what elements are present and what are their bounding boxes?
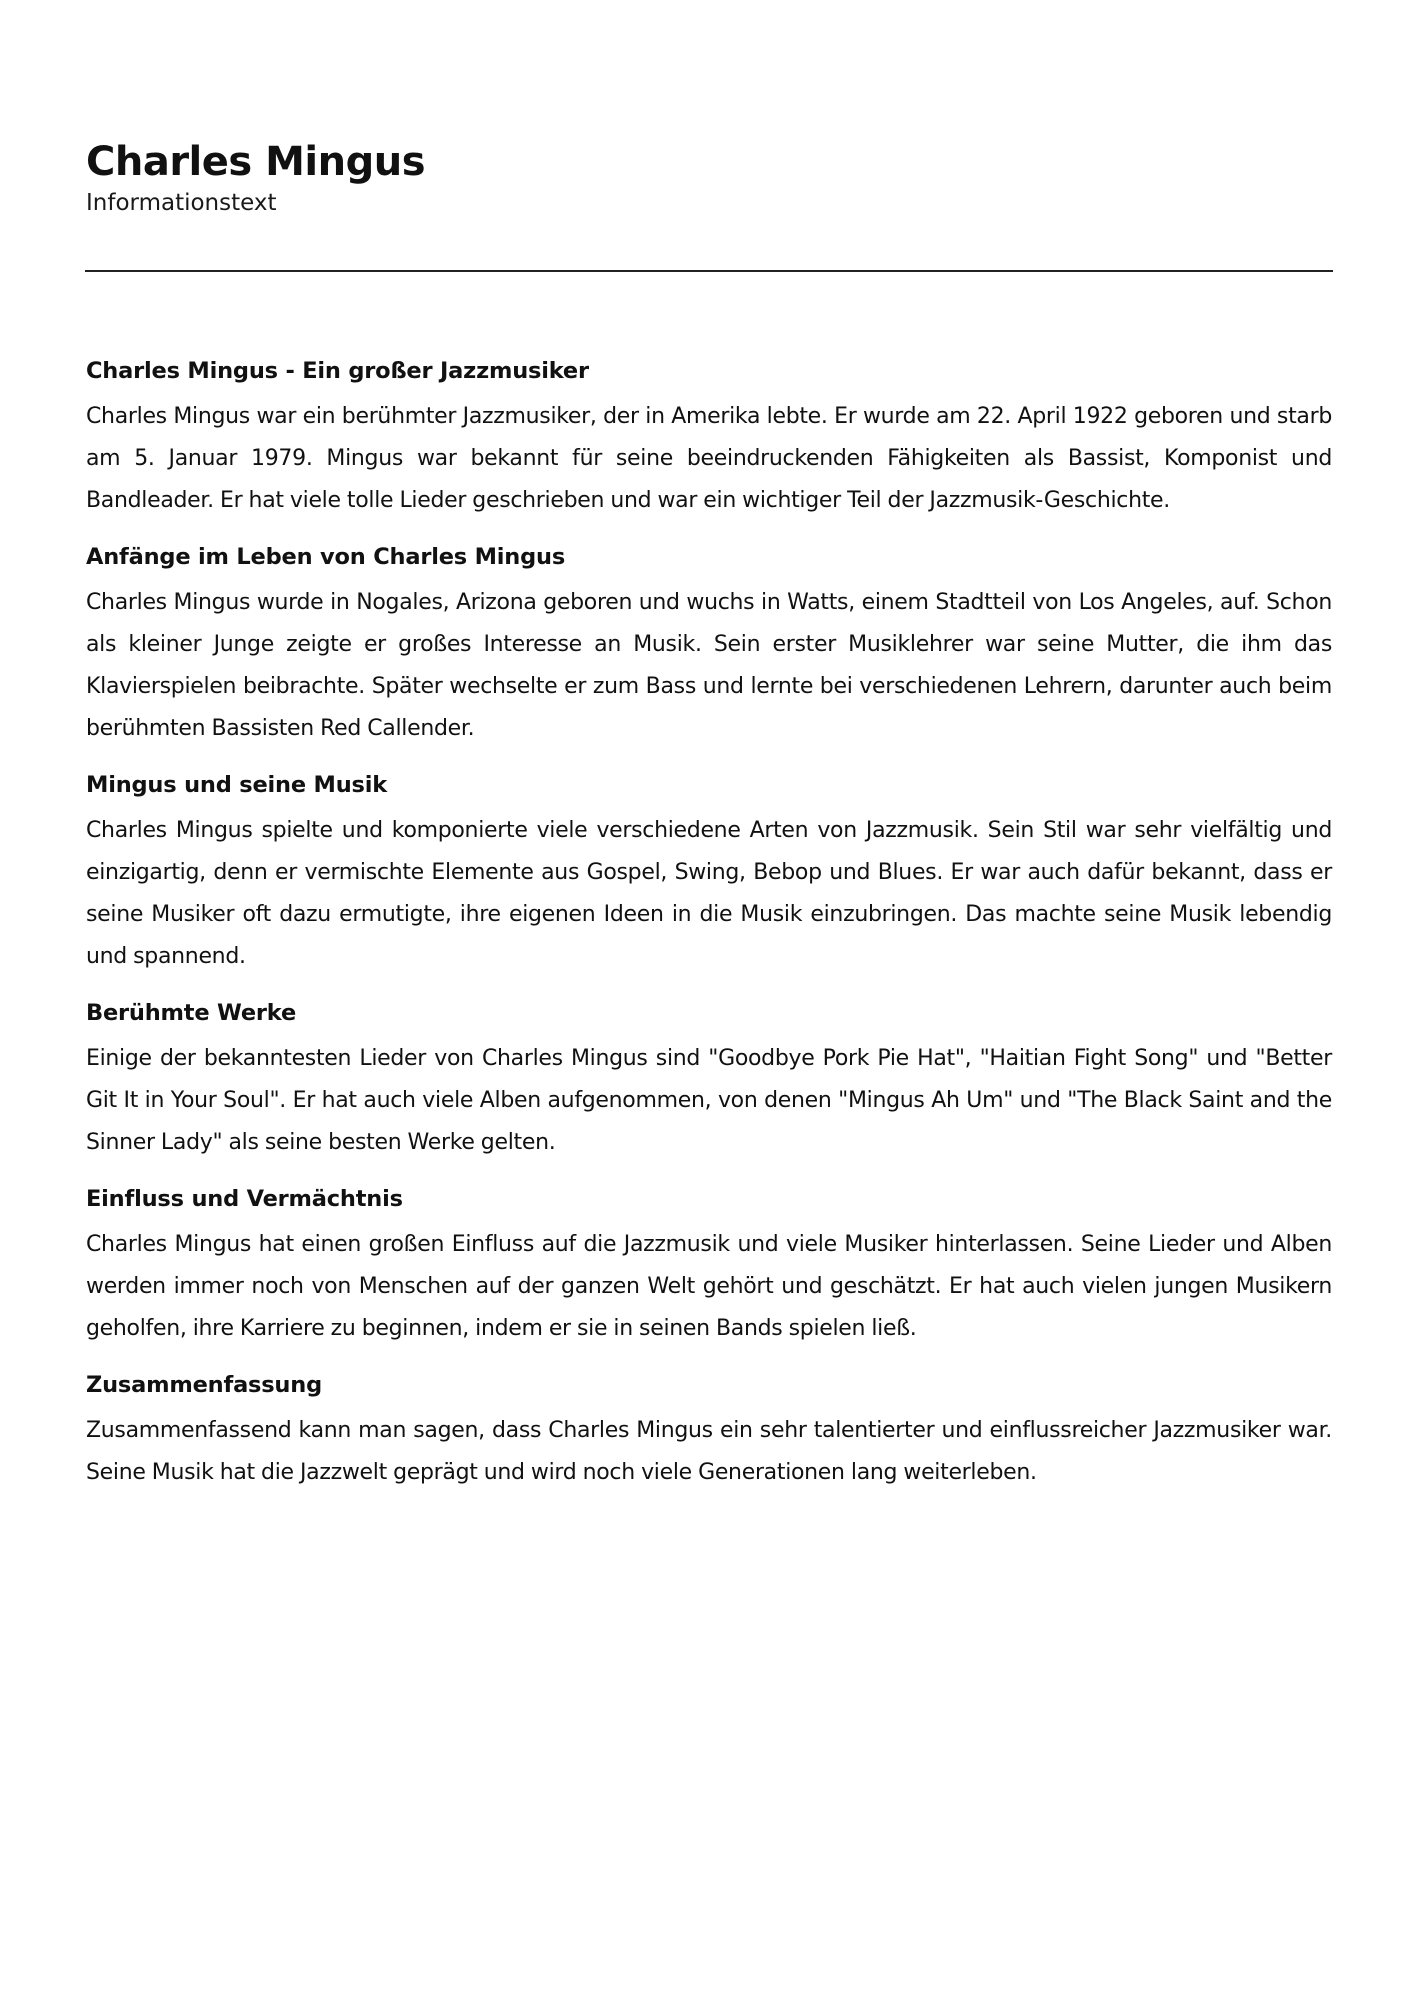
document-title: Charles Mingus [86,139,426,185]
section-heading: Charles Mingus - Ein großer Jazzmusiker [86,358,589,384]
document-subtitle: Informationstext [86,190,277,216]
section-intro [86,356,1332,522]
section-influence-legacy [86,1184,1332,1350]
section-body: Zusammenfassend kann man sagen, dass Charles Mingus ein sehr talentierter und einflussreicher Jazzmusiker war. Seine Musik hat die Jazzwelt geprägt und wird noch viele Generationen lang weiterleben. [86,1418,1332,1485]
document-header [86,0,1328,218]
section-heading: Mingus und seine Musik [86,772,387,798]
section-body: Charles Mingus hat einen großen Einfluss auf die Jazzmusik und viele Musiker hinterlassen. Seine Lieder und Alben werden immer noch von Menschen auf der ganzen Welt gehört und geschätzt. Er hat auch vielen jungen Musikern geholfen, ihre Karriere zu beginnen, indem er sie in seinen Bands spielen ließ. [86,1232,1332,1341]
header-divider [85,270,1333,272]
section-music [86,770,1332,978]
section-heading: Zusammenfassung [86,1372,322,1398]
section-early-life [86,542,1332,750]
section-summary [86,1370,1332,1494]
section-heading: Anfänge im Leben von Charles Mingus [86,544,566,570]
section-heading: Einfluss und Vermächtnis [86,1186,403,1212]
section-heading: Berühmte Werke [86,1000,297,1026]
document-content [86,356,1332,1494]
section-body: Charles Mingus war ein berühmter Jazzmusiker, der in Amerika lebte. Er wurde am 22. April 1922 geboren und starb am 5. Januar 1979. Mingus war bekannt für seine beeindruckenden Fähigkeiten als Bassist, Komponist und Bandleader. Er hat viele tolle Lieder geschrieben und war ein wichtiger Teil der Jazzmusik-Geschichte. [86,404,1332,513]
section-body: Charles Mingus wurde in Nogales, Arizona geboren und wuchs in Watts, einem Stadtteil von Los Angeles, auf. Schon als kleiner Junge zeigte er großes Interesse an Musik. Sein erster Musiklehrer war seine Mutter, die ihm das Klavierspielen beibrachte. Später wechselte er zum Bass und lernte bei verschiedenen Lehrern, darunter auch beim berühmten Bassisten Red Callender. [86,590,1332,741]
section-body: Einige der bekanntesten Lieder von Charles Mingus sind "Goodbye Pork Pie Hat", "Haitian Fight Song" und "Better Git It in Your Soul". Er hat auch viele Alben aufgenommen, von denen "Mingus Ah Um" und "The Black Saint and the Sinner Lady" als seine besten Werke gelten. [86,1046,1332,1155]
section-body: Charles Mingus spielte und komponierte viele verschiedene Arten von Jazzmusik. Sein Stil war sehr vielfältig und einzigartig, denn er vermischte Elemente aus Gospel, Swing, Bebop und Blues. Er war auch dafür bekannt, dass er seine Musiker oft dazu ermutigte, ihre eigenen Ideen in die Musik einzubringen. Das machte seine Musik lebendig und spannend. [86,818,1332,969]
section-famous-works [86,998,1332,1164]
